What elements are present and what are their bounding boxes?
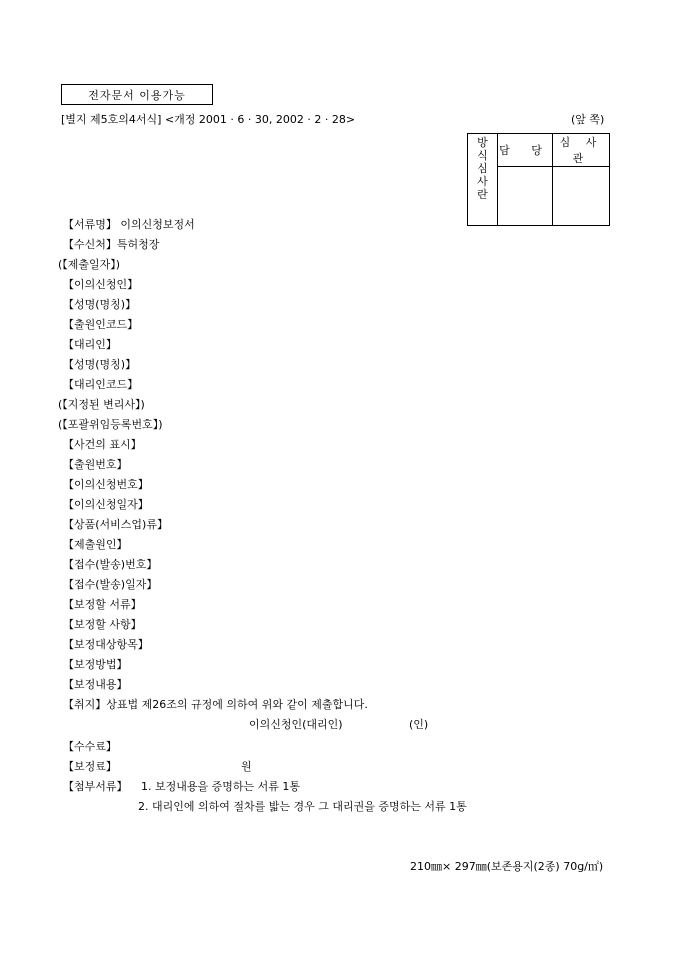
field-opposition-date: 【이의신청일자】 <box>63 498 149 511</box>
field-amend-content: 【보정내용】 <box>63 678 128 691</box>
field-case-indication: 【사건의 표시】 <box>63 438 142 451</box>
field-goods-class: 【상품(서비스업)류】 <box>63 518 168 531</box>
field-receipt-date: 【접수(발송)일자】 <box>63 578 158 591</box>
stamp-cell-officer <box>498 167 553 226</box>
field-submission-date: (【제출일자】) <box>58 258 121 271</box>
stamp-cell-examiner <box>553 167 610 226</box>
field-purpose: 【취지】상표법 제26조의 규정에 의하여 위와 같이 제출합니다. <box>63 698 368 711</box>
field-opposition-number: 【이의신청번호】 <box>63 478 149 491</box>
field-agent: 【대리인】 <box>63 338 117 351</box>
e-document-badge: 전자문서 이용가능 <box>61 84 213 105</box>
attachment-item-1: 1. 보정내용을 증명하는 서류 1통 <box>141 780 300 793</box>
review-stamp-box <box>467 133 610 226</box>
field-amend-fee: 【보정료】 <box>63 760 117 773</box>
stamp-col-examiner: 심 사 관 <box>553 134 610 167</box>
review-vertical-label: 방 식 심 사 란 <box>468 134 498 226</box>
attachment-item-2: 2. 대리인에 의하여 절차를 밟는 경우 그 대리권을 증명하는 서류 1통 <box>138 800 467 813</box>
field-application-number: 【출원번호】 <box>63 458 128 471</box>
field-amend-target-item: 【보정대상항목】 <box>63 638 149 651</box>
field-designated-attorney: (【지정된 변리사】) <box>58 398 145 411</box>
field-fee: 【수수료】 <box>63 740 117 753</box>
field-agent-code: 【대리인코드】 <box>63 378 139 391</box>
field-receipt-number: 【접수(발송)번호】 <box>63 558 158 571</box>
field-attachments: 【첨부서류】 <box>63 780 128 793</box>
field-opponent-name: 【성명(명칭)】 <box>63 298 137 311</box>
field-applicant-code: 【출원인코드】 <box>63 318 139 331</box>
stamp-col-officer: 담 당 <box>498 134 553 167</box>
field-opponent: 【이의신청인】 <box>63 278 139 291</box>
field-agent-name: 【성명(명칭)】 <box>63 358 137 371</box>
field-recipient: 【수신처】특허청장 <box>63 238 160 251</box>
field-amend-method: 【보정방법】 <box>63 658 128 671</box>
field-matter-to-amend: 【보정할 사항】 <box>63 618 142 631</box>
amend-fee-unit: 원 <box>241 760 252 773</box>
paper-spec: 210㎜× 297㎜(보존용지(2종) 70g/㎡) <box>410 860 604 873</box>
field-document-name: 【서류명】 이의신청보정서 <box>63 218 195 231</box>
field-submission-cause: 【제출원인】 <box>63 538 128 551</box>
front-side-label: (앞 쪽) <box>571 113 605 126</box>
seal-mark: (인) <box>409 718 429 731</box>
form-reference: [별지 제5호의4서식] <개정 2001 · 6 · 30, 2002 · 2 · 28> <box>61 113 356 126</box>
field-document-to-amend: 【보정할 서류】 <box>63 598 142 611</box>
field-general-power-number: (【포괄위임등록번호】) <box>58 418 163 431</box>
signer-label: 이의신청인(대리인) <box>249 718 343 731</box>
